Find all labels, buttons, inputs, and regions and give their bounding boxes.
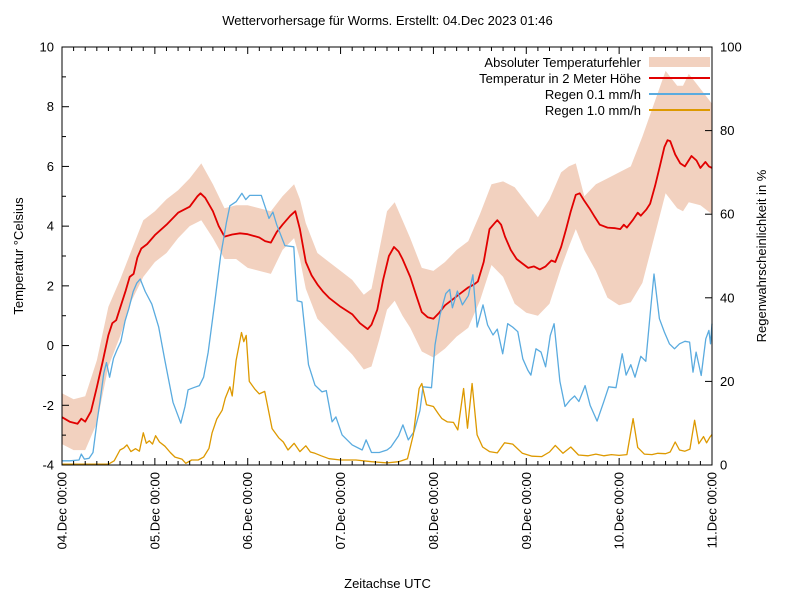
y2-tick-label: 100 — [720, 39, 742, 55]
y-tick-label: 6 — [46, 158, 54, 174]
y-axis-title-left: Temperatur °Celsius — [11, 197, 26, 315]
y-axis-title-right: Regenwahrscheinlichkeit in % — [754, 169, 769, 343]
legend-label: Regen 0.1 mm/h — [544, 86, 641, 102]
y-tick-label: 2 — [46, 278, 54, 294]
x-axis-title: Zeitachse UTC — [344, 576, 431, 591]
legend-item-rain01 — [479, 86, 710, 102]
chart-title: Wettervorhersage für Worms. Erstellt: 04.Dec 2023 01:46 — [222, 13, 553, 28]
y-tick-label: -4 — [42, 457, 54, 473]
y-tick-label: 8 — [46, 99, 54, 115]
x-tick-label: 11.Dec 00:00 — [704, 472, 720, 549]
orange-line-swatch-icon — [649, 109, 710, 111]
legend-item-error-band — [479, 54, 710, 70]
legend-label: Temperatur in 2 Meter Höhe — [479, 70, 641, 86]
legend-item-rain10 — [479, 102, 710, 118]
y-tick-label: 10 — [39, 39, 54, 55]
x-tick-label: 04.Dec 00:00 — [54, 472, 70, 550]
x-tick-label: 08.Dec 00:00 — [425, 472, 441, 550]
y2-tick-label: 20 — [720, 373, 735, 389]
legend-item-temperature — [479, 70, 710, 86]
y2-tick-label: 60 — [720, 206, 735, 222]
x-tick-label: 07.Dec 00:00 — [333, 472, 349, 550]
y-tick-label: 0 — [46, 338, 54, 354]
x-tick-label: 10.Dec 00:00 — [611, 472, 627, 550]
y-tick-label: -2 — [42, 397, 54, 413]
y2-tick-label: 80 — [720, 123, 735, 139]
band-swatch-icon — [649, 57, 710, 67]
x-tick-label: 05.Dec 00:00 — [147, 472, 163, 550]
y2-tick-label: 40 — [720, 290, 735, 306]
red-line-swatch-icon — [649, 77, 710, 79]
series-line-2 — [62, 333, 712, 465]
legend-label: Absoluter Temperaturfehler — [484, 54, 641, 70]
legend-label: Regen 1.0 mm/h — [544, 102, 641, 118]
blue-line-swatch-icon — [649, 93, 710, 95]
y-tick-label: 4 — [46, 218, 54, 234]
x-tick-label: 09.Dec 00:00 — [518, 472, 534, 550]
chart-legend — [479, 54, 710, 118]
x-tick-label: 06.Dec 00:00 — [240, 472, 256, 550]
y2-tick-label: 0 — [720, 457, 728, 473]
